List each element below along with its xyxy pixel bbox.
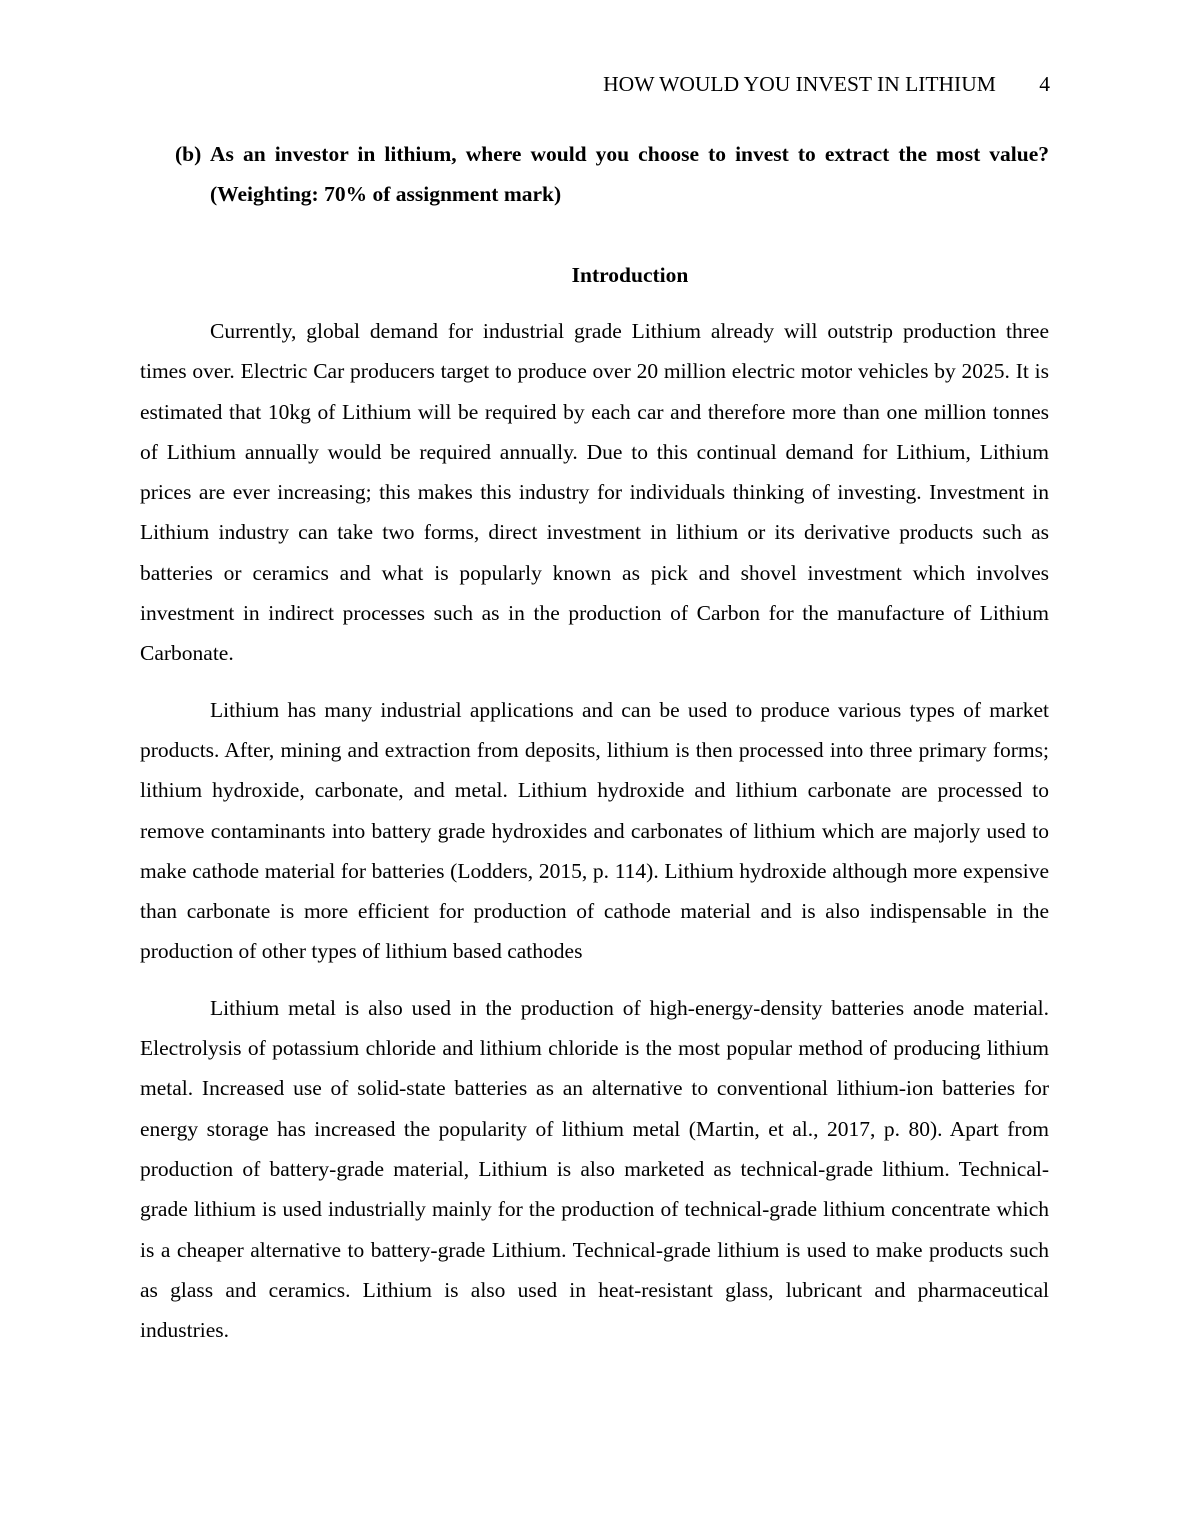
paragraph: Currently, global demand for industrial grade Lithium already will outstrip production three times over. Electric Car producers target to produce over 20 million electric motor vehicles by 2025. It is estimated that 10kg of Lithium will be required by each car and therefore more than one million tonnes of Lithium annually would be required annually. Due to this continual demand for Lithium, Lithium prices are ever increasing; this makes this industry for individuals thinking of investing. Investment in Lithium industry can take two forms, direct investment in lithium or its derivative products such as batteries or ceramics and what is popularly known as pick and shovel investment which involves investment in indirect processes such as in the production of Carbon for the manufacture of Lithium Carbonate.	[140, 319, 1049, 666]
paragraph: Lithium has many industrial applications and can be used to produce various types of market products. After, mining and extraction from deposits, lithium is then processed into three primary forms; lithium hydroxide, carbonate, and metal. Lithium hydroxide and lithium carbonate are processed to remove contaminants into battery grade hydroxides and carbonates of lithium which are majorly used to make cathode material for batteries (Lodders, 2015, p. 114). Lithium hydroxide although more expensive than carbonate is more efficient for production of cathode material and is also indispensable in the production of other types of lithium based cathodes	[140, 697, 1049, 964]
question-text: As an investor in lithium, where would you choose to invest to extract the most value? (Weighting: 70% of assignment mark)	[210, 142, 1049, 207]
question-label: (b)	[175, 142, 202, 166]
running-head-title: HOW WOULD YOU INVEST IN LITHIUM	[603, 72, 996, 96]
page-number: 4	[1039, 72, 1050, 96]
section-heading: Introduction	[571, 263, 689, 287]
running-head	[603, 70, 1050, 98]
question-block	[140, 134, 1049, 215]
paragraph: Lithium metal is also used in the production of high-energy-density batteries anode material. Electrolysis of potassium chloride and lithium chloride is the most popular method of producing lithium metal. Increased use of solid-state batteries as an alternative to conventional lithium-ion batteries for energy storage has increased the popularity of lithium metal (Martin, et al., 2017, p. 80). Apart from production of battery-grade material, Lithium is also marketed as technical-grade lithium. Technical-grade lithium is used industrially mainly for the production of technical-grade lithium concentrate which is a cheaper alternative to battery-grade Lithium. Technical-grade lithium is used to make products such as glass and ceramics. Lithium is also used in heat-resistant glass, lubricant and pharmaceutical industries.	[140, 995, 1049, 1343]
body-text	[140, 311, 1049, 1366]
